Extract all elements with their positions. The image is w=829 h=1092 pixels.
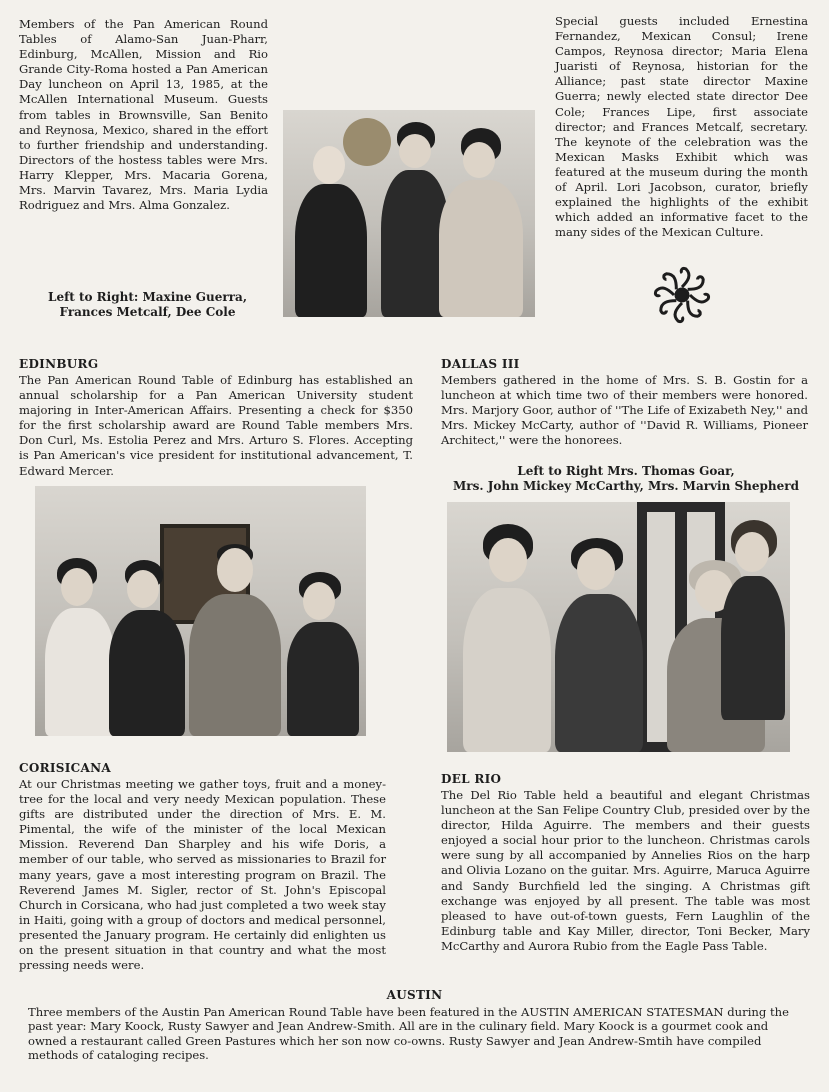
dallas-caption-line2: Mrs. John Mickey McCarthy, Mrs. Marvin Shepherd	[453, 479, 799, 493]
edinburg-scholarship-photo	[35, 486, 366, 736]
person-right	[433, 128, 529, 317]
delrio-paragraph: The Del Rio Table held a beautiful and elegant Christmas luncheon at the San Felipe Country Club, presided over by the director, Hilda Aguirre. The members and their guests enjoyed a social hour prior to the luncheon. Christmas carols were sung by all accompanied by Annelies Rios on the harp and Olivia Lozano on the guitar. Mrs. Aguirre, Maruca Aguirre and Sandy Burchfield led the singing. A Christmas gift exchange was enjoyed by all present. The table was most pleased to have out-of-town guests, Fern Laughlin of the Edinburg table and Kay Miller, director, Toni Becker, Mary McCarthy and Aurora Rubio from the Eagle Pass Table.	[441, 788, 810, 953]
person-3	[185, 544, 285, 736]
edinburg-heading: EDINBURG	[19, 357, 99, 371]
person-4	[283, 572, 363, 736]
person-left	[291, 140, 371, 317]
corsicana-heading: CORISICANA	[19, 761, 112, 775]
austin-heading: AUSTIN	[386, 988, 443, 1002]
person-2	[551, 538, 647, 752]
photo1-caption-line1: Left to Right: Maxine Guerra,	[48, 290, 247, 304]
dallas-caption	[441, 464, 811, 494]
edinburg-paragraph: The Pan American Round Table of Edinburg has established an annual scholarship for a Pan American University student majoring in Inter-American Affairs. Presenting a check for $350 for the first scholarship award are Round Table members Mrs. Don Curl, Ms. Estolia Perez and Mrs. Arturo S. Flores. Accepting is Pan American's vice president for institutional advancement, T. Edward Mercer.	[19, 373, 413, 478]
person-2	[107, 560, 187, 736]
guests-paragraph: Special guests included Ernestina Fernandez, Mexican Consul; Irene Campos, Reynosa director; Maria Elena Juaristi of Reynosa, historian for the Alliance; past state director Maxine Guerra; newly elected state director Dee Cole; Frances Lipe, first associate director; and Frances Metcalf, secretary. The keynote of the celebration was the Mexican Masks Exhibit which was featured at the museum during the month of April. Lori Jacobson, curator, briefly explained the highlights of the exhibit which added an informative facet to the many sides of the Mexican Culture.	[555, 14, 808, 240]
person-1	[45, 558, 115, 736]
dallas-caption-line1: Left to Right Mrs. Thomas Goar,	[517, 464, 735, 478]
corsicana-paragraph: At our Christmas meeting we gather toys, fruit and a money-tree for the local and very needy Mexican population. These gifts are distributed under the direction of Mrs. E. M. Pimental, the wife of the minister of the local Mexican Mission. Reverend Dan Sharpley and his wife Doris, a member of our table, who served as missionaries to Brazil for many years, gave a most interesting program on Brazil. The Reverend James M. Sigler, rector of St. John's Episcopal Church in Corsicana, who had just completed a two week stay in Haiti, going with a group of doctors and medical personnel, presented the January program. He certainly did enlighten us on the present situation in that country and what the most pressing needs were.	[19, 777, 386, 973]
person-4	[719, 520, 787, 720]
austin-paragraph: Three members of the Austin Pan American Round Table have been featured in the AUSTIN AMERICAN STATESMAN during the past year: Mary Koock, Rusty Sawyer and Jean Andrew-Smith. All are in the culinary field. Mary Koock is a gourmet cook and owned a restaurant called Green Pastures which her son now co-owns. Rusty Sawyer and Jean Andrew-Smtih have compiled methods of cataloging recipes.	[28, 1005, 789, 1063]
photo1-caption-line2: Frances Metcalf, Dee Cole	[59, 305, 236, 319]
luncheon-photo	[283, 110, 535, 317]
dallas-heading: DALLAS III	[441, 357, 520, 371]
intro-paragraph: Members of the Pan American Round Tables of Alamo-San Juan-Pharr, Edinburg, McAllen, Mission and Rio Grande City-Roma hosted a Pan American Day luncheon on April 13, 1985, at the McAllen International Museum. Guests from tables in Brownsville, San Benito and Reynosa, Mexico, shared in the effort to further friendship and understanding. Directors of the hostess tables were Mrs. Harry Klepper, Mrs. Macaria Gorena, Mrs. Marvin Tavarez, Mrs. Maria Lydia Rodriguez and Mrs. Alma Gonzalez.	[19, 17, 268, 213]
dallas-photo	[447, 502, 790, 752]
person-1	[459, 524, 555, 752]
delrio-heading: DEL RIO	[441, 772, 502, 786]
sun-ornament-icon	[652, 265, 712, 325]
dallas-paragraph: Members gathered in the home of Mrs. S. B. Gostin for a luncheon at which time two of their members were honored. Mrs. Marjory Goor, author of ''The Life of Exizabeth Ney,'' and Mrs. Mickey McCarty, author of ''David R. Williams, Pioneer Architect,'' were the honorees.	[441, 373, 808, 448]
photo1-caption	[19, 290, 276, 320]
